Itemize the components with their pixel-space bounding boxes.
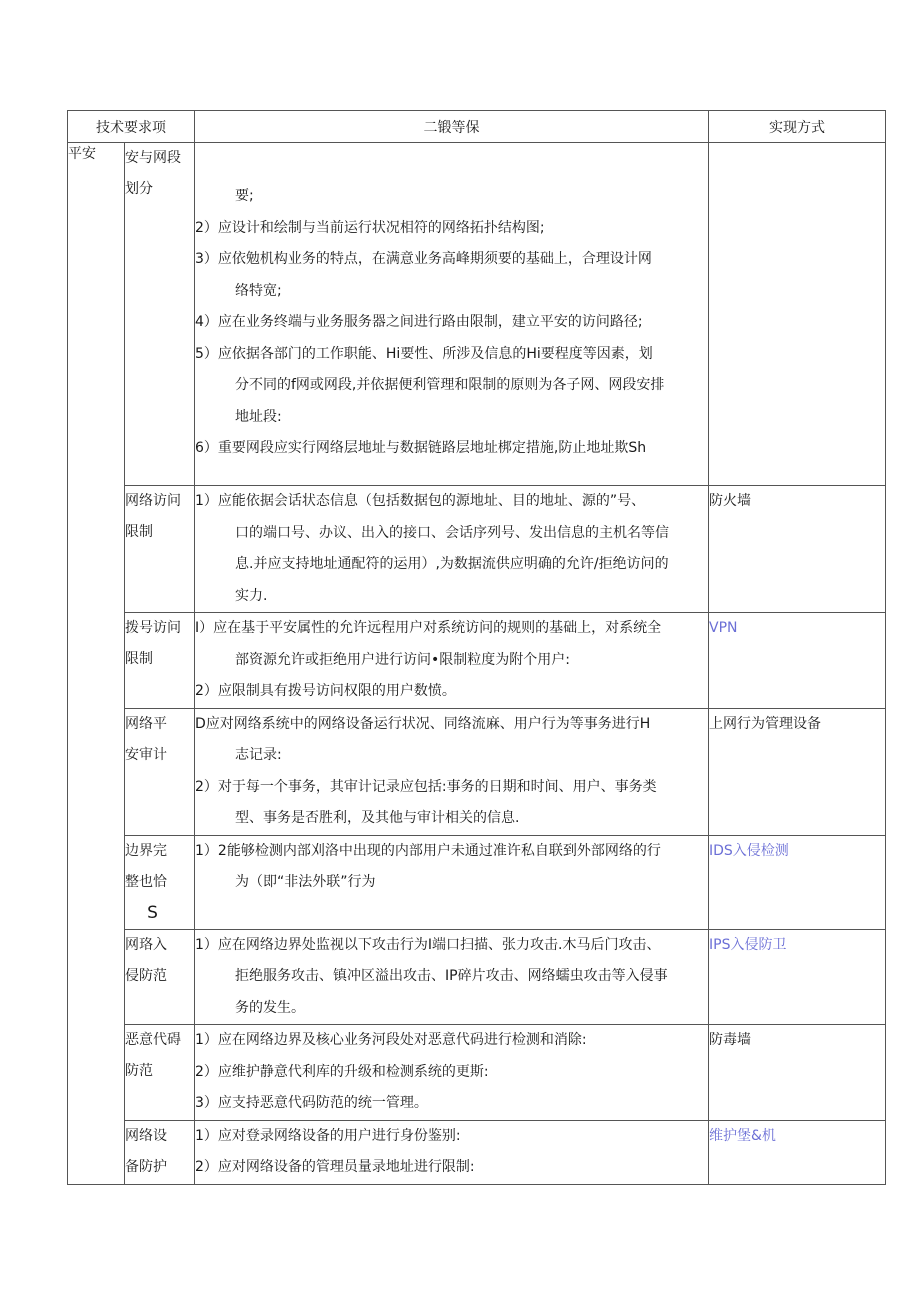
req-line: 2）应设计和绘制与当前运行状况相符的网络拓扑结构图; <box>195 219 545 236</box>
header-implementation: 实现方式 <box>709 111 886 143</box>
req-line: 1）2能够检测内部刈洛中出现的内部用户未通过准许私自联到外部网络的行 <box>195 842 661 859</box>
header-row <box>68 111 886 143</box>
requirement-text <box>195 143 709 486</box>
implementation: 上网行为管理设备 <box>709 708 886 835</box>
req-line: 型、事务是否胜利，及其他与审计相关的信息. <box>235 810 520 826</box>
section-label: 平安 <box>68 143 125 1185</box>
req-line: 息.并应支持地址通配符的运用）,为数据流供应明确的允许/拒绝访问的 <box>235 556 669 572</box>
req-line: 实力. <box>235 587 268 604</box>
header-level-two: 二锻等保 <box>195 111 709 143</box>
req-line: 要; <box>235 188 254 204</box>
req-line: I）应在基于平安属性的允许远程用户对系统访问的规则的基础上，对系统全 <box>195 620 662 636</box>
req-line: D应对网络系统中的网络设备运行状况、同络流麻、用户行为等事务进行H <box>195 715 651 732</box>
req-line: 志记录: <box>235 747 282 763</box>
requirement-text <box>195 486 709 613</box>
req-line: 2）应维护静意代利库的升级和检测系统的更斯: <box>195 1063 489 1080</box>
req-line: 地址段: <box>235 408 282 425</box>
implementation: 防火墙 <box>709 486 886 613</box>
table-row <box>68 708 886 835</box>
req-line: 6）重要网段应实行网络层地址与数据链路层地址梆定措施,防止地址欺Sh <box>195 440 647 456</box>
requirement-text <box>195 1120 709 1184</box>
item-name: 网珞入 侵防范 <box>125 929 195 1025</box>
req-line: 5）应依据各部门的工作职能、Hi要性、所涉及信息的Hi要程度等因素，划 <box>195 345 653 362</box>
req-line: 1）应在网络边界及核心业务河段处对恶意代码进行检测和消除: <box>195 1032 587 1048</box>
req-line: 为（即“非法外联”行为 <box>235 874 376 890</box>
item-name: 网络设 备防护 <box>125 1120 195 1184</box>
table-row <box>68 1120 886 1184</box>
req-line: 分不同的f网或网段,并依据便利管理和限制的原则为各子网、网段安排 <box>235 377 665 393</box>
req-line: 4）应在业务终端与业务服务器之间进行路由限制，建立平安的访问路径; <box>195 314 643 330</box>
item-name: 网络平 安审计 <box>125 708 195 835</box>
requirements-table <box>67 110 886 1185</box>
item-name: 网络访问 限制 <box>125 486 195 613</box>
req-line: 络特宽; <box>235 282 282 299</box>
table-row <box>68 486 886 613</box>
req-line: 2）应限制具有拨号访问权限的用户数愤。 <box>195 683 456 699</box>
implementation: 防毒墙 <box>709 1025 886 1121</box>
requirement-text <box>195 708 709 835</box>
req-line: 2）应对网络设备的管理员量录地址进行限制: <box>195 1159 475 1175</box>
requirement-text <box>195 929 709 1025</box>
header-tech-requirement: 技术要求项 <box>68 111 195 143</box>
implementation: IPS入侵防卫 <box>709 929 886 1025</box>
item-name: 安与网段 划分 <box>125 143 195 486</box>
item-name: 边界完 整也恰 S <box>125 835 195 929</box>
req-line: 1）应对登录网络设备的用户进行身份鉴别: <box>195 1127 461 1144</box>
req-line: 3）应依勉机构业务的特点，在满意业务高峰期须要的基础上，合理设计网 <box>195 251 652 267</box>
req-line: 部资源允许或拒绝用户进行访问•限制粒度为附个用户: <box>235 651 570 668</box>
requirement-text <box>195 835 709 929</box>
req-line: 1）应在网络边界处监视以下攻击行为I端口扫描、张力攻击.木马后门攻击、 <box>195 936 661 953</box>
requirement-text <box>195 1025 709 1121</box>
req-line: 1）应能依据会话状态信息（包括数据包的源地址、目的地址、源的”号、 <box>195 493 646 509</box>
table-row <box>68 1025 886 1121</box>
req-line: 拒绝服务攻击、镇冲区溢出攻击、IP碎片攻击、网络蠕虫攻击等入侵事 <box>235 968 668 984</box>
req-line: 2）对于每一个事务，其审计记录应包括:事务的日期和时间、用户、事务类 <box>195 778 657 795</box>
implementation: 维护堡&机 <box>709 1120 886 1184</box>
req-line: 务的发生。 <box>235 999 305 1016</box>
implementation <box>709 143 886 486</box>
item-name: 恶意代碍 防范 <box>125 1025 195 1121</box>
implementation: IDS入侵检测 <box>709 835 886 929</box>
req-line: 3）应支持恶意代码防范的统一管理。 <box>195 1095 428 1111</box>
item-name: 拨号访问 限制 <box>125 613 195 709</box>
table-row <box>68 929 886 1025</box>
implementation: VPN <box>709 613 886 709</box>
req-line: 口的端口号、办议、出入的接口、会话序列号、发出信息的主机名等信 <box>235 524 669 541</box>
table-row <box>68 613 886 709</box>
requirement-text <box>195 613 709 709</box>
table-row <box>68 835 886 929</box>
table-row <box>68 143 886 486</box>
